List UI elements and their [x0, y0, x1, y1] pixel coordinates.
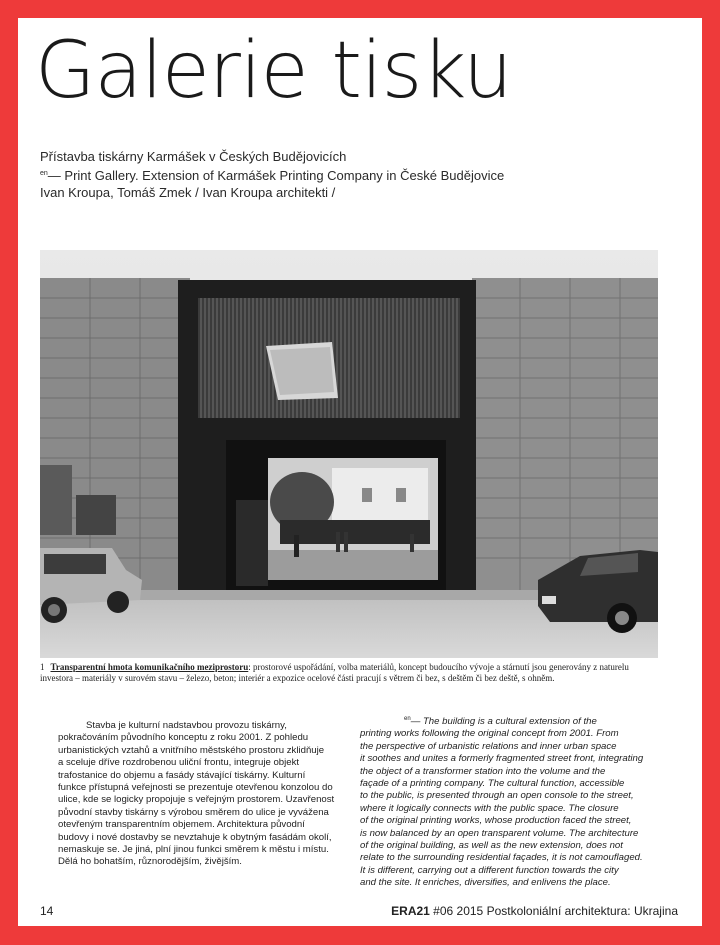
- body-english-line: is now balanced by an open transparent volume. The architecture: [360, 827, 639, 839]
- body-english-line: relate to the surrounding residential façades, it is not camouflaged.: [360, 852, 643, 864]
- page-number: 14: [40, 904, 54, 918]
- subtitle-english: [40, 165, 504, 184]
- subtitle-english-text: — Print Gallery. Extension of Karmášek Printing Company in České Budějovice: [47, 168, 505, 183]
- running-footer: [391, 904, 678, 918]
- body-english-line: of the original printing works, whose production faced the street,: [360, 815, 632, 827]
- body-czech-line: urbanistických vztahů a vnitřního městského prostoru zklidňuje: [58, 744, 325, 756]
- body-english-line: of the original building, as well as the new extension, does not: [360, 840, 623, 852]
- body-czech-line: funkce přístupná veřejnosti se prezentuje otevřenou konzolou do: [58, 782, 333, 794]
- body-czech-line: Stavba je kulturní nadstavbou provozu tiskárny,: [86, 720, 287, 731]
- body-english-line: [360, 713, 665, 728]
- body-english-line: façade of a printing company. The cultural function, accessible: [360, 778, 625, 790]
- caption-number: 1: [40, 662, 45, 672]
- body-czech-line: původní stavby tiskárny s výrobou směrem do ulice je vyvážena: [58, 806, 329, 818]
- magazine-page: [18, 18, 702, 926]
- body-english-line: it soothes and unites a formerly fragmented street front, integrating: [360, 753, 644, 765]
- body-czech: [58, 720, 335, 869]
- caption-text: : prostorové uspořádání, volba materiálů, koncept budoucího vývoje a stárnutí jsou generovány z naturelu investora – materiály v surovém stavu – železo, beton; interiér a expozice ocelové části pracují s větrem či bez, s deštěm či bez deště, s ohněm.: [40, 662, 629, 683]
- body-czech-line: pokračováním původního konceptu z roku 2001. Z pohledu: [58, 732, 309, 744]
- body-english-text: — The building is a cultural extension of the: [410, 716, 597, 727]
- body-czech-line: ulice, kde se logicky propojuje s veřejným prostorem. Uzavřenost: [58, 794, 335, 806]
- body-english-line: It is different, carrying out a different function towards the city: [360, 864, 619, 876]
- body-english-line: printing works following the original concept from 2001. From: [360, 728, 619, 740]
- building-photo: [40, 250, 658, 658]
- language-marker: en: [404, 716, 411, 722]
- body-czech-line: Dělá ho bohatším, různorodějším, živějším.: [58, 856, 242, 868]
- body-czech-line: a sceluje dříve rozdrobenou uliční frontu, integruje objekt: [58, 757, 300, 769]
- article-title: Galerie tisku: [35, 26, 512, 116]
- subtitle-authors: Ivan Kroupa, Tomáš Zmek / Ivan Kroupa architekti /: [40, 185, 336, 200]
- body-czech-line: nemaskuje se. Je jiná, plní jinou funkci směrem k městu i místu.: [58, 844, 329, 856]
- issue-info: #06 2015 Postkoloniální architektura: Ukrajina: [429, 904, 678, 918]
- body-english-line: to the public, is presented through an open console to the street,: [360, 790, 634, 802]
- article-subtitle: [40, 148, 504, 201]
- body-czech-line: otevřeným transparentním objemem. Architektura původní: [58, 819, 305, 831]
- subtitle-czech: Přístavba tiskárny Karmášek v Českých Budějovicích: [40, 149, 347, 164]
- magazine-brand: ERA21: [391, 904, 430, 918]
- body-english: [360, 713, 665, 890]
- body-czech-line: budovy i nové dostavby se nevztahuje k obytným fasádám okolí,: [58, 831, 332, 843]
- caption-lead: Transparentní hmota komunikačního meziprostoru: [50, 662, 249, 672]
- body-english-line: the perspective of urbanistic relations and inner urban space: [360, 740, 617, 752]
- body-english-line: the object of a transformer station into the volume and the: [360, 765, 606, 777]
- body-czech-line: trafostanice do objemu a fasády stávající tiskárny. Kulturní: [58, 769, 306, 781]
- language-marker: en: [40, 170, 48, 177]
- body-english-line: where it logically connects with the public space. The closure: [360, 802, 619, 814]
- body-english-line: and the site. It enriches, diversifies, and enlivens the place.: [360, 877, 611, 889]
- photo-caption: [40, 662, 660, 684]
